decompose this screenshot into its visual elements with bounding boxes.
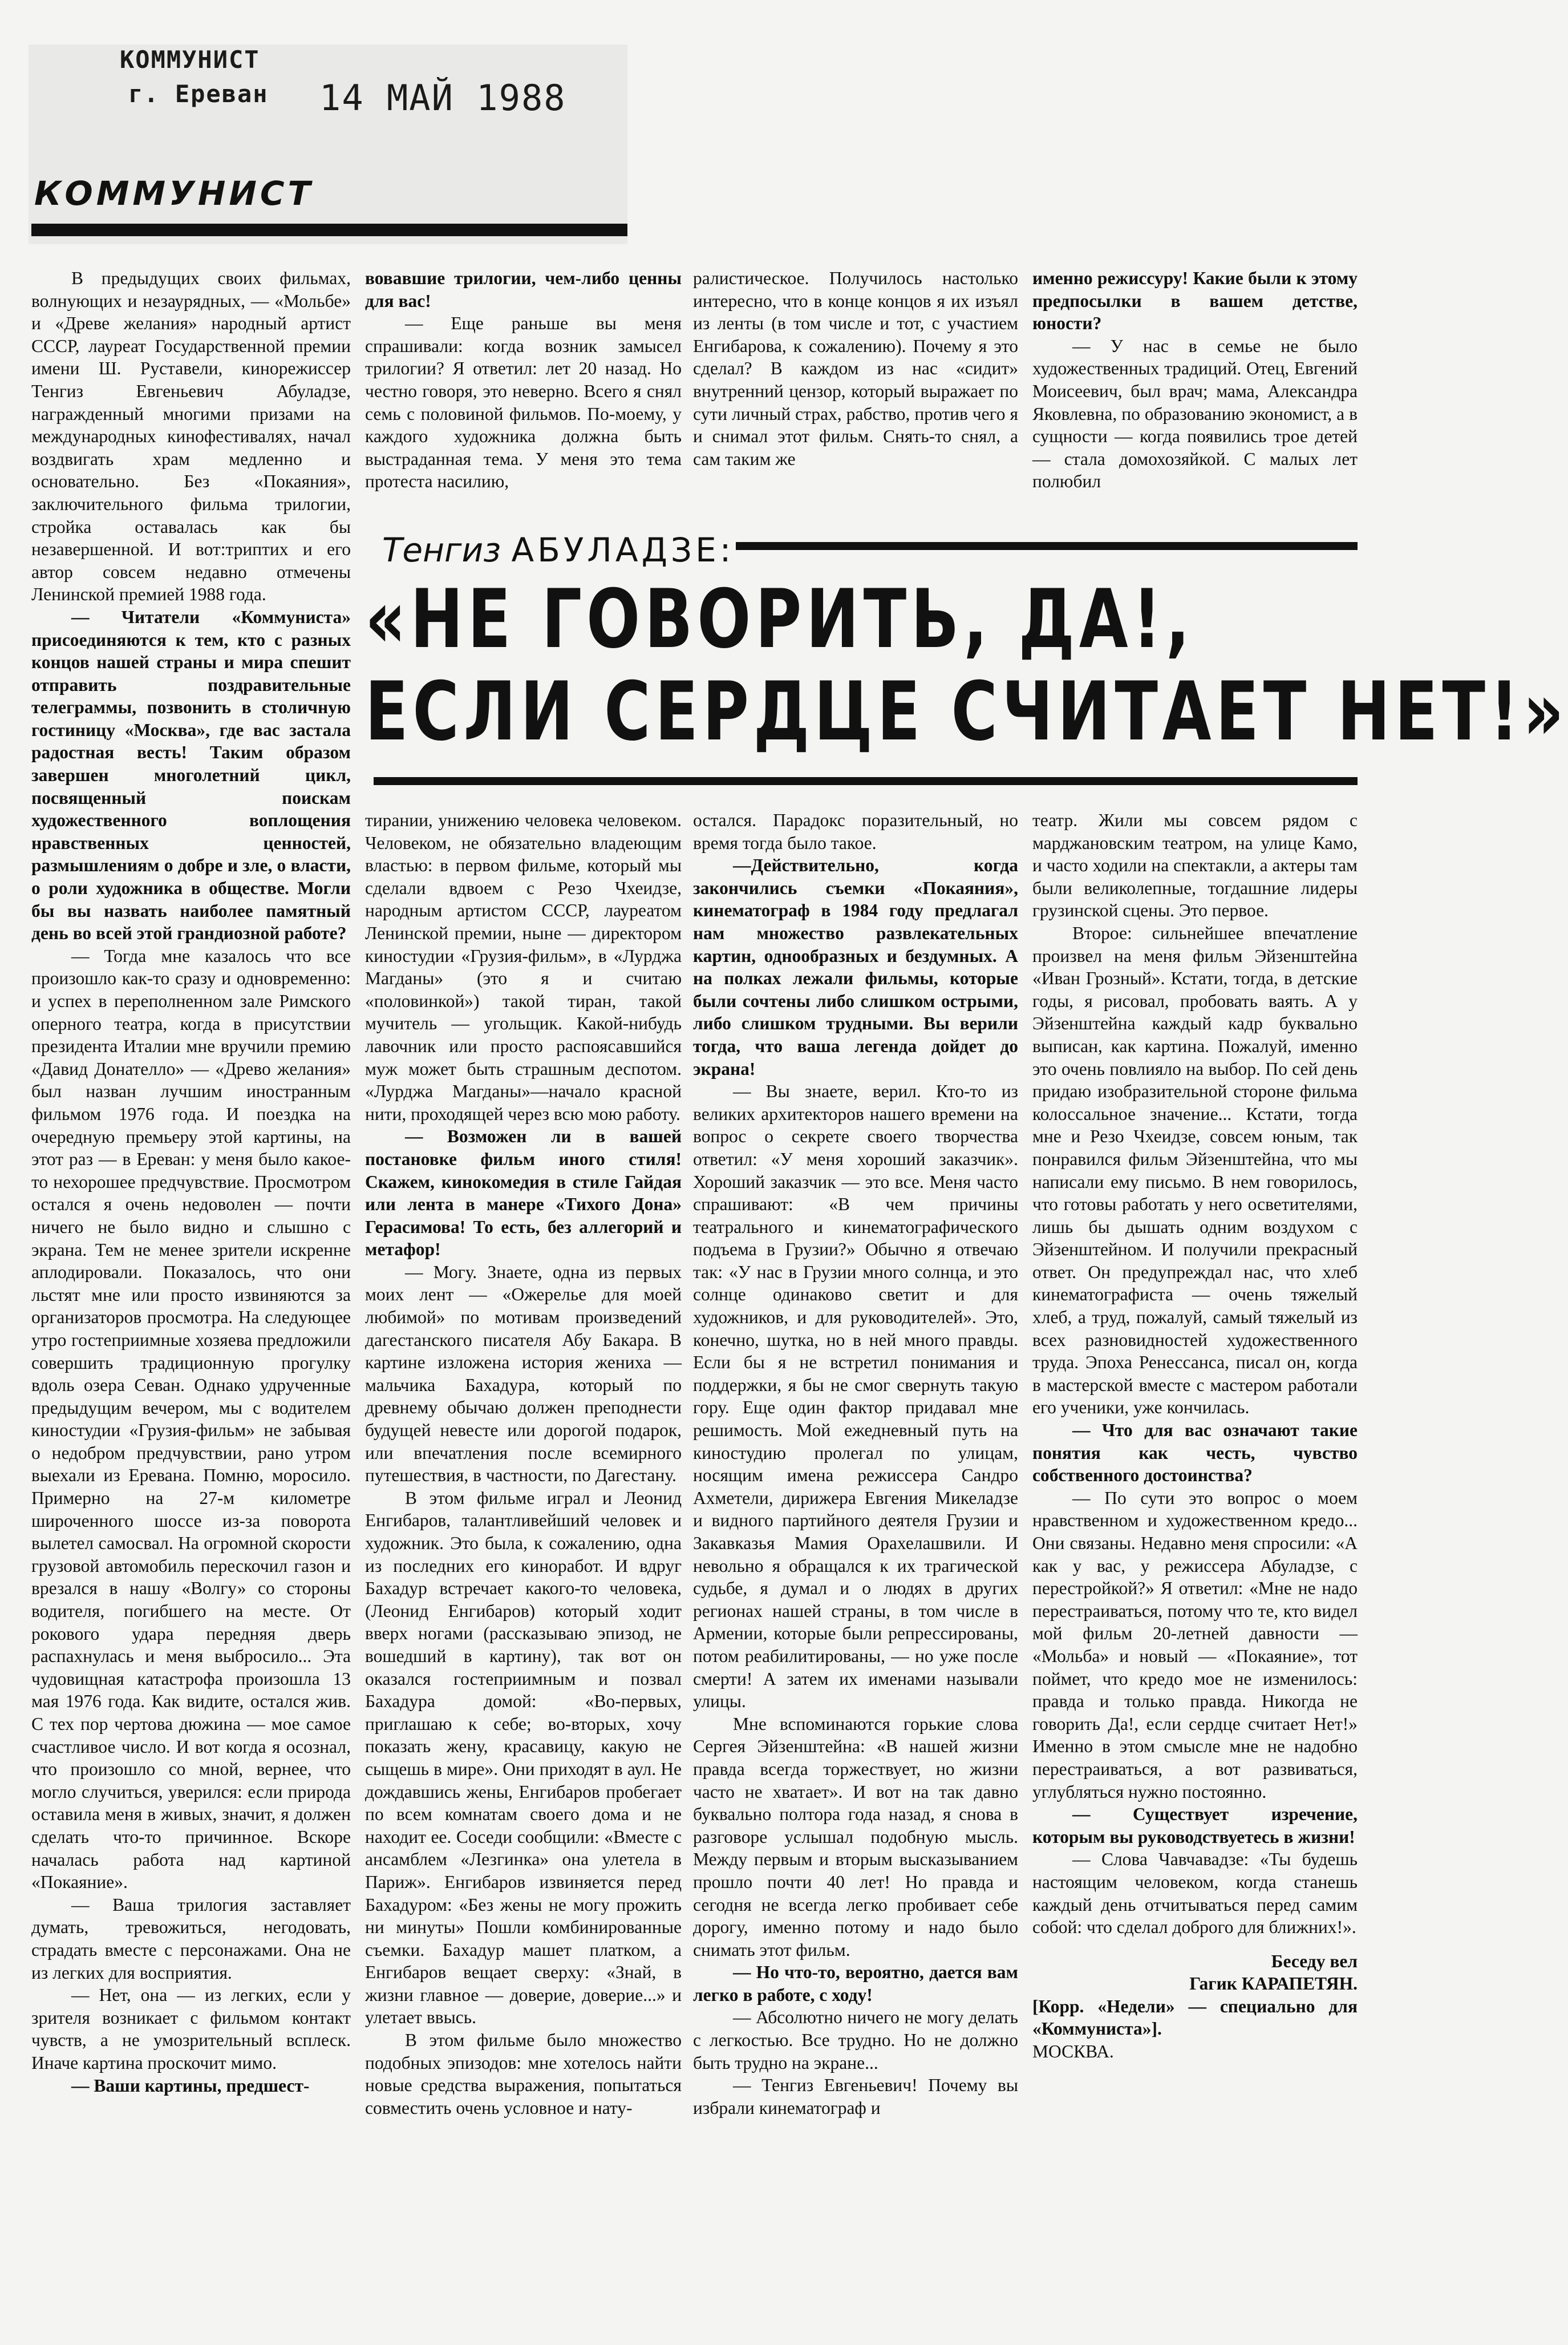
article-column-2-top [365, 267, 682, 501]
paragraph: В этом фильме было множество подобных эпизодов: мне хотелось найти новые средства выражения, попытаться совместить очень условное и нату- [365, 2030, 682, 2118]
interviewer-name: Гагик КАРАПЕТЯН. [1189, 1974, 1358, 1994]
headline-line-1: «НЕ ГОВОРИТЬ, ДА!, [365, 572, 1194, 666]
headline-bottom-rule [374, 777, 1358, 785]
paragraph: ралистическое. Получилось настолько интересно, что в конце концов я их изъял из ленты (в том числе и тот, с участием Енгибарова, к сожалению). Почему я это сделал? В каждом из нас «сидит» внутренний цензор, который выражает по сути личный страх, рабство, против чего я и снимал этот фильм. Снять-то снял, а сам таким же [693, 268, 1018, 469]
paragraph: — Но что-то, вероятно, дается вам легко в работе, с ходу! [693, 1962, 1018, 2005]
paragraph: — Ваша трилогия заставляет думать, тревожиться, негодовать, страдать вместе с персонажами. Она не из легких для восприятия. [31, 1894, 351, 1983]
headline-top-rule [736, 542, 1358, 550]
kicker-first-name: Тенгиз [382, 531, 501, 569]
paragraph: — Тенгиз Евгеньевич! Почему вы избрали кинематограф и [693, 2075, 1018, 2118]
correspondent-note: [Корр. «Недели» — специально для «Коммуниста»]. [1032, 1996, 1358, 2039]
city-stamp: г. Ереван [128, 80, 269, 108]
masthead: КОММУНИСТ [34, 174, 314, 213]
paragraph: —Действительно, когда закончились съемки «Покаяния», кинематограф в 1984 году предлагал нам множество развлекательных картин, однообразных и бездумных. А на полках лежали фильмы, которые были сочтены либо слишком острыми, либо слишком трудными. Вы верили тогда, что ваша легенда дойдет до экрана! [693, 855, 1018, 1079]
paragraph: — Существует изречение, которым вы руководствуетесь в жизни! [1032, 1804, 1358, 1847]
paragraph: Мне вспоминаются горькие слова Сергея Эйзенштейна: «В нашей жизни правда всегда торжествует, но жизни часто не хватает». И вот на так давно буквально полтора года назад, я снова в разговоре услышал подобную мысль. Между первым и вторым высказыванием прошло почти 40 лет! Но правда и сегодня не всегда легко пробивает себе дорогу, именно потому и надо было снимать этот фильм. [693, 1713, 1018, 1960]
headline-line-2: ЕСЛИ СЕРДЦЕ СЧИТАЕТ НЕТ!» [365, 665, 1568, 759]
paragraph: — Возможен ли в вашей постановке фильм иного стиля! Скажем, кинокомедия в стиле Гайдая или лента в манере «Тихого Дона» Герасимова! То есть, без аллегорий и метафор! [365, 1126, 682, 1260]
paragraph: вовавшие трилогии, чем-либо ценны для вас! [365, 268, 682, 311]
interviewer-label: Беседу вел [1271, 1951, 1358, 1971]
paragraph: Второе: сильнейшее впечатление произвел на меня фильм Эйзенштейна «Иван Грозный». Кстати, тогда, в детские годы, я рисовал, пробовать ваять. А у Эйзенштейна каждый кадр буквально выписан, как картина. Пожалуй, именно это очень повлияло на выбор. По сей день придаю изобразительной стороне фильма колоссальное значение... Кстати, тогда мне и Резо Чхеидзе, совсем юным, так понравился фильм Эйзенштейна, что мы написали ему письмо. В нем говорилось, что готовы работать у него осветителями, лишь бы дышать одним воздухом с Эйзенштейном. И получили прекрасный ответ. Он предупреждал нас, что хлеб кинематографиста — очень тяжелый хлеб, а труд, пожалуй, самый тяжелый из всех разновидностей художественного труда. Эпоха Ренессанса, писал он, когда в мастерской вместе с мастером работали его ученики, уже кончилась. [1032, 923, 1358, 1418]
paragraph: — Нет, она — из легких, если у зрителя возникает с фильмом контакт чувств, а не умозрительный всплеск. Иначе картина проскочит мимо. [31, 1985, 351, 2073]
paragraph: — Еще раньше вы меня спрашивали: когда возник замысел трилогии? Я ответил: лет 20 назад. Но честно говоря, это неверно. Всего я снял семь с половиной фильмов. По-моему, у каждого художника должна быть выстраданная тема. У меня это тема протеста насилию, [365, 313, 682, 492]
paragraph: В предыдущих своих фильмах, волнующих и незаурядных, — «Мольбе» и «Древе желания» народный артист СССР, лауреат Государственной премии имени Ш. Руставели, кинорежиссер Тенгиз Евгеньевич Абуладзе, награжденный многими призами на международных кинофестивалях, начал воздвигать храм медленно и основательно. Без «Покаяния», заключительного фильма трилогии, стройка оставалась как бы незавершенной. И вот:триптих и его автор совсем недавно отмечены Ленинской премией 1988 года. [31, 268, 351, 605]
article-column-3-top [693, 267, 1018, 501]
article-column-4 [1032, 809, 1358, 2304]
paragraph: — Абсолютно ничего не могу делать с легкостью. Все трудно. Но не должно быть трудно на экране... [693, 2007, 1018, 2073]
paragraph: — Что для вас означают такие понятия как честь, чувство собственного достоинства? [1032, 1420, 1358, 1486]
paragraph: — Слова Чавчавадзе: «Ты будешь настоящим человеком, когда станешь каждый день отчитываться перед самим собой: что сделал доброго для ближних!». [1032, 1849, 1358, 1938]
paragraph: — Тогда мне казалось что все произошло как-то сразу и одновременно: и успех в переполненном зале Римского оперного театра, когда в присутствии президента Италии мне вручили премию «Давид Донателло» — «Древо желания» был назван лучшим иностранным фильмом 1976 года. И поездка на очередную премьеру этой картины, на этот раз — в Ереван: у меня было какое-то нехорошее предчувствие. Просмотром остался я очень недоволен — почти ничего не было видно и слышно с экрана. Тем не менее зрители искренне аплодировали. Показалось, что они льстят мне или просто извиняются за организаторов просмотра. На следующее утро гостеприимные хозяева предложили совершить традиционную прогулку вдоль озера Севан. Однако удрученные предыдущим вечером, мы с водителем киностудии «Грузия-фильм» не забывая о недобром предчувствии, рано утром выехали из Еревана. Помню, моросило. Примерно на 27-м километре широченного шоссе из-за поворота вылетел самосвал. На огромной скорости грузовой автомобиль перескочил газон и врезался в нашу «Волгу» со стороны водителя, погибшего на месте. От рокового удара передняя дверь распахнулась и меня выбросило... Эта чудовищная катастрофа произошла 13 мая 1976 года. Как видите, остался жив. С тех пор чертова дюжина — мое самое счастливое число. И вот когда я осознал, что произошло со мной, вернее, что могло случиться, уверился: если природа оставила меня в живых, значит, я должен сделать что-то причинное. Вскоре началась работа над картиной «Покаяние». [31, 945, 351, 1893]
masthead-rule [31, 224, 627, 236]
paragraph: — По сути это вопрос о моем нравственном и художественном кредо... Они связаны. Недавно меня спросили: «А как у вас, у режиссера Абуладзе, с перестройкой?» Я ответил: «Мне не надо перестраиваться, потому что те, кто видел мой фильм 20-летней давности — «Мольба» и новый — «Покаяние», тот поймет, что кредо мое не изменилось: правда и только правда. Никогда не говорить Да!, если сердце считает Нет!» Именно в этом смысле мне не надобно перестраиваться, а вот развиваться, углубляться нужно постоянно. [1032, 1487, 1358, 1802]
headline-kicker [382, 531, 734, 569]
paragraph: театр. Жили мы совсем рядом с марджановским театром, на улице Камо, и часто ходили на спектакли, а актеры там были великолепные, тогдашние лидеры грузинской сцены. Это первое. [1032, 810, 1358, 921]
article-column-3 [693, 809, 1018, 2304]
paragraph: именно режиссуру! Какие были к этому предпосылки в вашем детстве, юности? [1032, 268, 1358, 334]
paragraph: — Могу. Знаете, одна из первых моих лент — «Ожерелье для моей любимой» по мотивам произведений дагестанского писателя Абу Бакара. В картине изложена история жениха — мальчика Бахадура, который по древнему обычаю должен преподнести будущей невесте или дорогой подарок, или впечатления после всемирного путешествия, в частности, по Дагестану. [365, 1262, 682, 1486]
clipping-header [29, 45, 627, 244]
newspaper-stamp: КОММУНИСТ [120, 46, 260, 74]
paragraph: тирании, унижению человека человеком. Человеком, не обязательно владеющим властью: в первом фильме, который мы сделали вдвоем с Резо Чхеидзе, народным артистом СССР, лауреатом Ленинской премии, ныне — директором киностудии «Грузия-фильм», в «Лурджа Магданы» (это я и считаю «половинкой») такой тиран, такой мучитель — угольщик. Какой-нибудь лавочник или просто распоясавшийся муж может быть страшным деспотом. «Лурджа Магданы»—начало красной нити, проходящей через всю мою работу. [365, 810, 682, 1124]
article-column-2 [365, 809, 682, 2304]
paragraph: — Ваши картины, предшест- [71, 2075, 310, 2096]
paragraph: — У нас в семье не было художественных традиций. Отец, Евгений Моисеевич, был врач; мама, Александра Яковлевна, по образованию экономист, а в сущности — когда появились трое детей — стала домохозяйкой. С малых лет полюбил [1032, 335, 1358, 492]
paragraph: В этом фильме играл и Леонид Енгибаров, талантливейший человек и художник. Это была, к сожалению, одна из последних его киноработ. И вдруг Бахадур встречает какого-то человека, (Леонид Енгибаров) который ходит вверх ногами (рассказываю эпизод, не вошедший в картину), так вот он оказался гостеприимным и позвал Бахадура домой: «Во-первых, приглашаю к себе; во-вторых, хочу показать жену, красавицу, какую не сыщешь в мире». Они приходят в аул. Не дождавшись жены, Енгибаров пробегает по всем комнатам своего дома и не находит ее. Соседи сообщили: «Вместе с ансамблем «Лезгинка» она улетела в Париж». Енгибаров извиняется перед Бахадуром: «Без жены не могу прожить ни минуты» Пошли комбинированные съемки. Бахадур машет платком, а Енгибаров вещает сверху: «Знай, в жизни главное — доверие, доверие...» и улетает ввысь. [365, 1487, 682, 2028]
paragraph: остался. Парадокс поразительный, но время тогда было такое. [693, 810, 1018, 853]
headline [365, 572, 1568, 759]
article-column-4-top [1032, 267, 1358, 501]
paragraph: — Читатели «Коммуниста» присоединяются к тем, кто с разных концов нашей страны и мира спешит отправить поздравительные телеграммы, позвонить в столичную гостиницу «Москва», где вас застала радостная весть! Таким образом завершен многолетний цикл, посвященный поискам художественного воплощения нравственных ценностей, размышлениям о добре и зле, о власти, о роли художника в обществе. Могли бы вы назвать наиболее памятный день во всей этой грандиозной работе? [31, 607, 351, 944]
dateline-city: МОСКВА. [1032, 2041, 1114, 2062]
column-4-body [1032, 809, 1358, 1939]
kicker-surname: АБУЛАДЗЕ: [511, 531, 735, 569]
paragraph: — Вы знаете, верил. Кто-то из великих архитекторов нашего времени на вопрос о секрете своего творчества ответил: «У меня хороший заказчик». Хороший заказчик — это все. Меня часто спрашивают: «В чем причины театрального и кинематографического подъема в Грузии?» Обычно я отвечаю так: «У нас в Грузии много солнца, и это солнце одинаково светит и для художников, и для руководителей». Это, конечно, шутка, но в ней много правды. Если бы я не встретил понимания и поддержки, я бы не смог свернуть такую гору. Еще один фактор придавал мне решимость. Мой ежедневный путь на киностудию пролегал по улицам, носящим имена режиссера Сандро Ахметели, дирижера Евгения Микеладзе и видного партийного деятеля Грузии и Закавказья Мамия Орахелашвили. И невольно я обращался к их трагической судьбе, я думал и о людях в других регионах нашей страны, в том числе в Армении, которые были репрессированы, потом реабилитированы, — но уже после смерти! А затем их именами называли улицы. [693, 1081, 1018, 1712]
date-stamp: 14 МАЙ 1988 [319, 77, 566, 119]
article-column-1 [31, 267, 351, 2304]
